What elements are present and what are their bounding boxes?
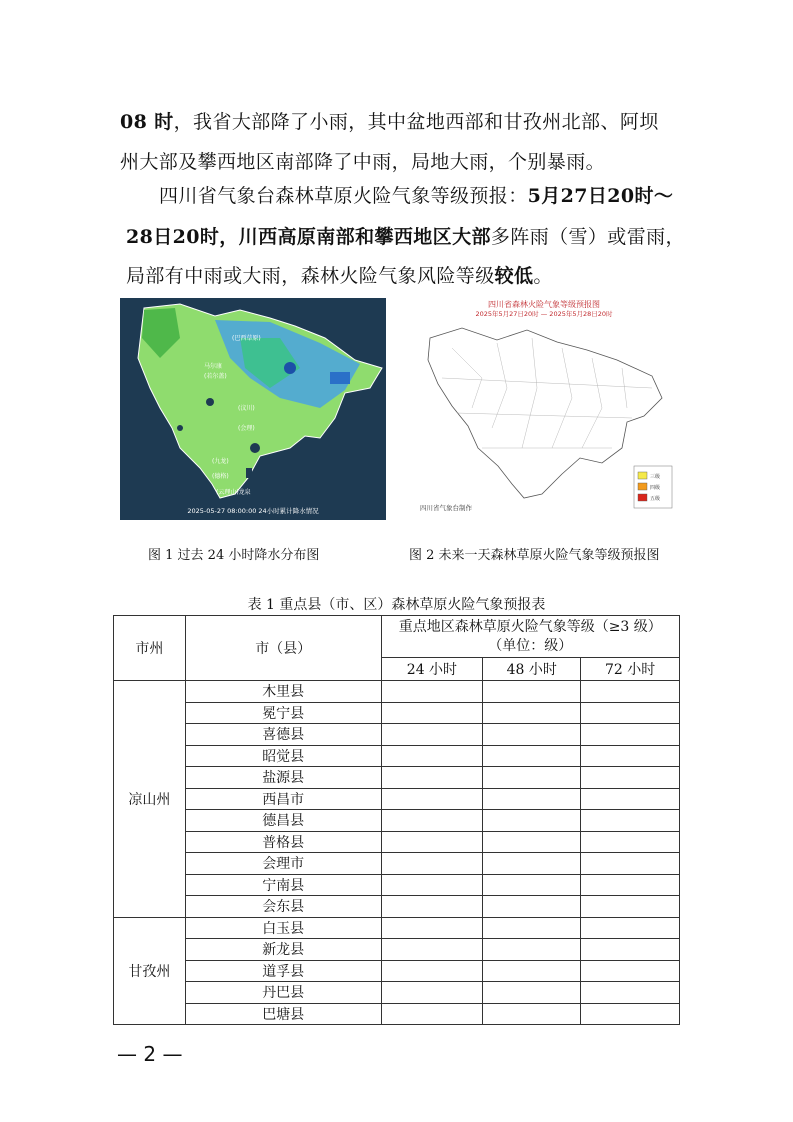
table-row: [114, 896, 680, 918]
level-cell: [381, 1003, 483, 1025]
level-cell: [483, 1003, 581, 1025]
table-row: [114, 1003, 680, 1025]
level-cell: [381, 982, 483, 1004]
header-level-line2: （单位：级）: [488, 637, 573, 654]
county-cell: 德昌县: [185, 810, 381, 832]
county-cell: 喜德县: [185, 724, 381, 746]
station-label: (会理): [238, 425, 255, 432]
figure-1-caption: 图 1 过去 24 小时降水分布图: [148, 548, 320, 563]
level-cell: [381, 939, 483, 961]
table-row: [114, 960, 680, 982]
level-cell: [381, 896, 483, 918]
header-24h: 24 小时: [381, 658, 483, 681]
table-row: [114, 681, 680, 703]
header-48h: 48 小时: [483, 658, 581, 681]
text: 。: [533, 265, 553, 287]
table-body: [114, 681, 680, 1025]
legend-swatch-5: [638, 494, 647, 501]
fire-risk-map: [412, 298, 676, 520]
header-level: [381, 616, 679, 658]
level-cell: [483, 853, 581, 875]
level-cell: [381, 724, 483, 746]
level-cell: [581, 745, 680, 767]
station-label: (巴西草原): [232, 335, 261, 342]
table-row: [114, 724, 680, 746]
map-legend: [634, 466, 672, 508]
level-cell: [381, 745, 483, 767]
county-cell: 道孚县: [185, 960, 381, 982]
level-cell: [483, 767, 581, 789]
dry-spot: [206, 398, 214, 406]
forecast-time-end: 28日20时，川西高原南部和攀西地区大部: [126, 226, 491, 248]
table-row: [114, 917, 680, 939]
precipitation-map: [120, 298, 386, 520]
level-cell: [581, 853, 680, 875]
fire-risk-map-svg: [412, 298, 676, 520]
level-cell: [381, 853, 483, 875]
legend-label: 三级: [650, 474, 661, 480]
map-subtitle: 2025年5月27日20时 — 2025年5月28日20时: [475, 310, 613, 318]
map-maker: 四川省气象台制作: [420, 504, 472, 512]
table-row: [114, 831, 680, 853]
county-cell: 白玉县: [185, 917, 381, 939]
paragraph-2-line-1: [159, 176, 673, 216]
table-row: [114, 810, 680, 832]
level-cell: [483, 681, 581, 703]
level-cell: [483, 896, 581, 918]
station-label: (若尔盖): [204, 373, 227, 380]
dry-spot: [177, 425, 183, 431]
map-timestamp: 2025-05-27 08:00:00 24小时累计降水情况: [187, 507, 319, 515]
level-cell: [381, 788, 483, 810]
county-cell: 冕宁县: [185, 702, 381, 724]
rain-spot: [330, 372, 350, 384]
risk-level: 较低: [494, 265, 534, 287]
level-cell: [381, 810, 483, 832]
time-08: 08 时: [120, 111, 174, 133]
level-cell: [581, 939, 680, 961]
header-county: 市（县）: [185, 616, 381, 681]
level-cell: [581, 960, 680, 982]
paragraph-1-line-1: [120, 102, 659, 142]
city-cell: 凉山州: [114, 681, 186, 918]
station-label: (云理山)龙泉: [216, 489, 251, 496]
level-cell: [483, 874, 581, 896]
page-number: — 2 —: [117, 1042, 183, 1066]
level-cell: [581, 1003, 680, 1025]
paragraph-2-line-3: [126, 256, 553, 296]
level-cell: [581, 702, 680, 724]
rain-spot: [284, 362, 296, 374]
level-cell: [381, 831, 483, 853]
county-cell: 丹巴县: [185, 982, 381, 1004]
paragraph-2-line-2: [126, 217, 685, 257]
header-72h: 72 小时: [581, 658, 680, 681]
level-cell: [581, 767, 680, 789]
figure-2-caption: 图 2 未来一天森林草原火险气象等级预报图: [409, 548, 660, 563]
table-row: [114, 788, 680, 810]
county-cell: 巴塘县: [185, 1003, 381, 1025]
county-cell: 昭觉县: [185, 745, 381, 767]
legend-label: 五级: [650, 496, 661, 502]
county-cell: 西昌市: [185, 788, 381, 810]
level-cell: [483, 939, 581, 961]
level-cell: [381, 917, 483, 939]
header-level-line1: 重点地区森林草原火险气象等级（≥3 级）: [398, 618, 662, 635]
level-cell: [483, 702, 581, 724]
level-cell: [483, 917, 581, 939]
level-cell: [581, 917, 680, 939]
level-cell: [581, 810, 680, 832]
county-cell: 会理市: [185, 853, 381, 875]
level-cell: [581, 788, 680, 810]
table-title: 表 1 重点县（市、区）森林草原火险气象预报表: [247, 597, 546, 613]
level-cell: [381, 960, 483, 982]
level-cell: [581, 831, 680, 853]
level-cell: [483, 960, 581, 982]
table-row: [114, 982, 680, 1004]
level-cell: [581, 896, 680, 918]
county-cell: 宁南县: [185, 874, 381, 896]
level-cell: [483, 810, 581, 832]
station-label: (汶川): [238, 405, 255, 412]
county-cell: 普格县: [185, 831, 381, 853]
county-cell: 新龙县: [185, 939, 381, 961]
level-cell: [483, 788, 581, 810]
level-cell: [381, 874, 483, 896]
text: 四川省气象台森林草原火险气象等级预报：: [159, 185, 528, 207]
text: ，我省大部降了小雨，其中盆地西部和甘孜州北部、阿坝: [173, 111, 659, 133]
header-city: 市州: [114, 616, 186, 681]
map-title: 四川省森林火险气象等级预报图: [488, 300, 600, 309]
level-cell: [483, 831, 581, 853]
table-row: [114, 702, 680, 724]
station-label: 马尔康: [204, 363, 223, 370]
level-cell: [581, 724, 680, 746]
forecast-table: [113, 615, 680, 1025]
table-row: [114, 853, 680, 875]
dry-spot: [246, 468, 252, 478]
level-cell: [483, 745, 581, 767]
level-cell: [483, 982, 581, 1004]
table-row: [114, 767, 680, 789]
table-row: [114, 939, 680, 961]
level-cell: [581, 982, 680, 1004]
county-cell: 木里县: [185, 681, 381, 703]
table-row: [114, 874, 680, 896]
level-cell: [581, 681, 680, 703]
text: 多阵雨（雪）或雷雨，: [490, 226, 685, 248]
legend-swatch-4: [638, 483, 647, 490]
level-cell: [483, 724, 581, 746]
legend-swatch-3: [638, 472, 647, 479]
city-cell: 甘孜州: [114, 917, 186, 1025]
level-cell: [381, 702, 483, 724]
county-cell: 会东县: [185, 896, 381, 918]
forecast-time-start: 5月27日20时～: [527, 185, 674, 207]
text: 局部有中雨或大雨，森林火险气象风险等级: [126, 265, 495, 287]
county-cell: 盐源县: [185, 767, 381, 789]
dry-spot: [250, 443, 260, 453]
station-label: (九龙): [212, 458, 229, 465]
station-label: (德格): [212, 473, 229, 480]
precipitation-map-svg: [120, 298, 386, 520]
text: 州大部及攀西地区南部降了中雨，局地大雨，个别暴雨。: [120, 151, 606, 173]
level-cell: [381, 681, 483, 703]
table-row: [114, 745, 680, 767]
legend-label: 四级: [650, 485, 661, 491]
level-cell: [581, 874, 680, 896]
level-cell: [381, 767, 483, 789]
